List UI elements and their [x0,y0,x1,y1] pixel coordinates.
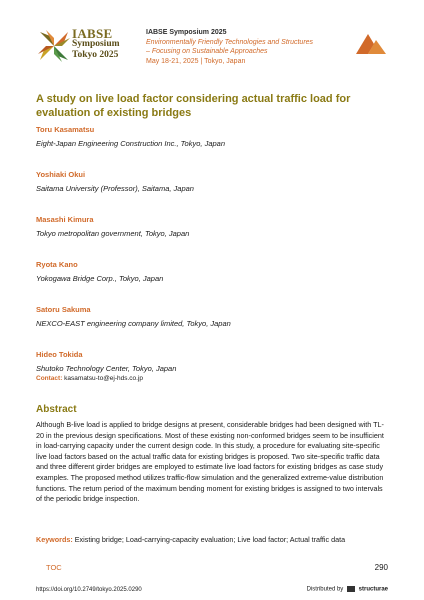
toc-link[interactable]: TOC [46,563,62,572]
author [36,260,388,284]
author-name: Hideo Tokida [36,350,83,359]
keywords-label: Keywords: [36,535,73,544]
author [36,305,388,329]
contact-email-link[interactable]: kasamatsu-to@ej-hds.co.jp [64,375,144,382]
author-affiliation: Yokogawa Bridge Corp., Tokyo, Japan [36,274,164,283]
author-name: Ryota Kano [36,260,78,269]
author [36,215,388,239]
paper-title: A study on live load factor considering actual traffic load for evaluation of existing bridges [36,93,351,119]
logo-line2: Symposium [72,39,120,49]
structurae-icon [347,586,355,592]
logo-text [72,28,120,61]
author-affiliation: NEXCO-EAST engineering company limited, Tokyo, Japan [36,319,231,328]
author [36,125,388,149]
distributed-by [307,586,388,593]
distributed-by-label: Distributed by [306,586,344,593]
structurae-brand: structurae [358,586,388,593]
orange-triangle-logo-icon [354,30,388,56]
header [36,26,388,72]
author-affiliation: Shutoko Technology Center, Tokyo, Japan [36,364,177,373]
author-name: Masashi Kimura [36,215,94,224]
contact-label: Contact: [36,375,63,382]
event-info [146,28,313,66]
author-affiliation: Eight-Japan Engineering Construction Inc., Tokyo, Japan [36,139,226,148]
author-name: Toru Kasamatsu [36,125,95,134]
event-theme-2: – Focusing on Sustainable Approaches [146,48,268,55]
author-name: Yoshiaki Okui [36,170,86,179]
event-name: IABSE Symposium 2025 [146,29,227,36]
keywords-line [36,535,388,544]
contact-line [36,375,143,382]
page-number: 290 [374,563,388,572]
author-name: Satoru Sakuma [36,305,91,314]
author-affiliation: Tokyo metropolitan government, Tokyo, Japan [36,229,190,238]
author [36,350,388,374]
keywords-text: Existing bridge; Load-carrying-capacity evaluation; Live load factor; Actual traffic data [74,535,346,544]
author-affiliation: Saitama University (Professor), Saitama, Japan [36,184,194,193]
iabse-logo-icon [36,28,72,64]
author [36,170,388,194]
event-theme-1: Environmentally Friendly Technologies and Structures [146,38,314,46]
author-list [36,125,388,395]
abstract-text: Although B-live load is applied to bridge designs at present, considerable bridges had been designed with TL-20 in the previous design specifications. Most of these existing non-conformed bridges seem to be insufficient in load-carrying capacity under the current design code. In this study, a procedure for evaluating site-specific live load factors based on the actual traffic data for existing bridges is proposed. Two site-specific traffic data and three different girder bridges are employed to estimate live load factors for existing bridges as case study examples. The proposed method utilizes traffic-flow simulation and the generalized extreme-value distribution functions. The return period of the maximum bending moment for existing bridges is assigned to two intervals of the periodic bridge inspection. [36,420,384,504]
event-date: May 18-21, 2025 | Tokyo, Japan [146,57,246,65]
logo-line3: Tokyo 2025 [72,50,119,60]
doi-link[interactable]: https://doi.org/10.2749/tokyo.2025.0290 [36,587,142,593]
abstract-heading: Abstract [36,404,77,415]
logo-line1: IABSE [72,26,113,41]
